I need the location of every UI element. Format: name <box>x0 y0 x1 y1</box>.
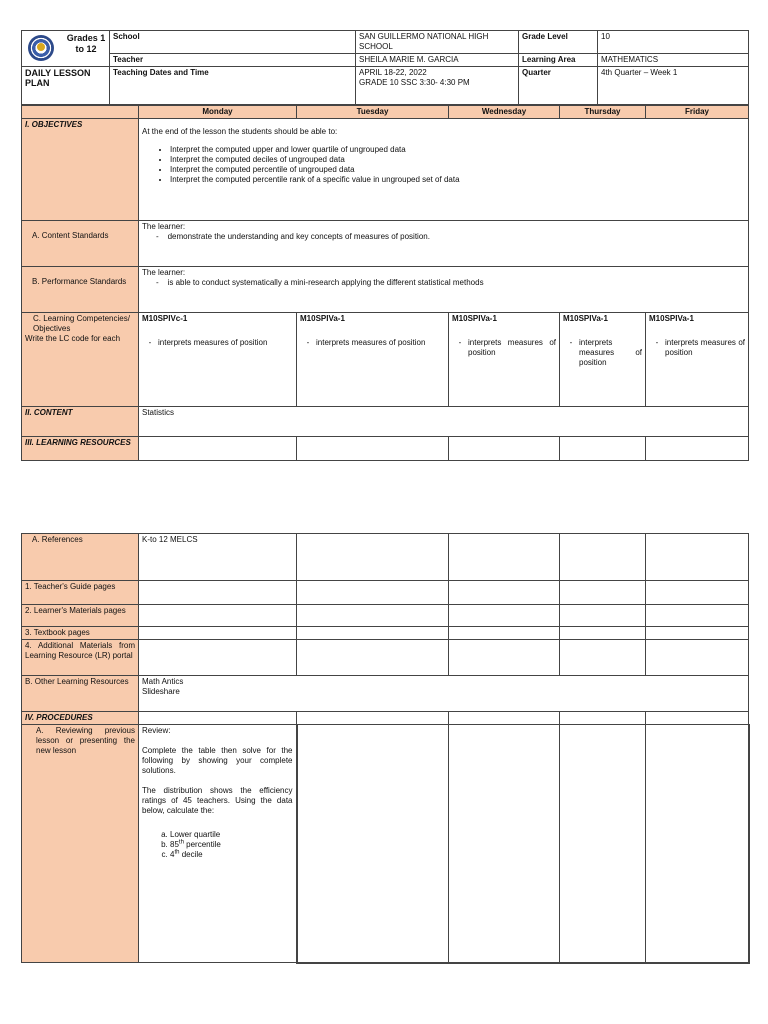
competencies-label: C. Learning Competencies/ Objectives <box>33 314 130 333</box>
main-table <box>21 105 749 461</box>
references-label: A. References <box>22 534 139 581</box>
percentile-suffix: th <box>178 839 184 846</box>
lc-code: M10SPIVa-1 <box>452 314 497 323</box>
day-friday: Friday <box>646 106 749 119</box>
day-wednesday: Wednesday <box>449 106 560 119</box>
textbook-tuesday <box>297 627 449 640</box>
review-tuesday <box>297 725 449 963</box>
review-wednesday <box>449 725 560 963</box>
review-friday <box>646 725 749 963</box>
days-corner <box>22 106 139 119</box>
content-label: II. CONTENT <box>22 407 139 437</box>
performance-standards-content <box>139 267 749 313</box>
lc-code: M10SPIVa-1 <box>563 314 608 323</box>
teachers-guide-wednesday <box>449 581 560 605</box>
performance-standards-intro: The learner: <box>142 268 186 277</box>
review-thursday <box>560 725 646 963</box>
other-resources-content <box>139 676 749 712</box>
review-item-lower-quartile: a. Lower quartile <box>170 830 293 840</box>
school-label: School <box>110 31 356 54</box>
dates-line-1: APRIL 18-22, 2022 <box>359 68 427 77</box>
references-tuesday <box>297 534 449 581</box>
procedures-monday <box>139 712 297 725</box>
learning-area-label: Learning Area <box>519 54 598 67</box>
teachers-guide-tuesday <box>297 581 449 605</box>
review-title: Review: <box>142 726 171 735</box>
procedures-label: IV. PROCEDURES <box>22 712 139 725</box>
procedures-friday <box>646 712 749 725</box>
objective-item: • Interpret the computed deciles of ungrouped data <box>170 155 745 165</box>
review-item-decile <box>170 850 293 860</box>
objectives-label: I. OBJECTIVES <box>22 119 139 221</box>
textbook-wednesday <box>449 627 560 640</box>
learners-materials-wednesday <box>449 605 560 627</box>
learning-resources-friday <box>646 437 749 461</box>
grade-level-value: 10 <box>598 31 749 54</box>
percentile-word: percentile <box>186 840 221 849</box>
textbook-friday <box>646 627 749 640</box>
procedures-thursday <box>560 712 646 725</box>
teachers-guide-thursday <box>560 581 646 605</box>
objective-item: • Interpret the computed upper and lower quartile of ungrouped data <box>170 145 745 155</box>
decile-number: 4 <box>170 850 175 859</box>
learners-materials-thursday <box>560 605 646 627</box>
references-value: K-to 12 MELCS <box>139 534 297 581</box>
learning-resources-monday <box>139 437 297 461</box>
learners-materials-friday <box>646 605 749 627</box>
lc-text-row: - interprets measures of position <box>569 338 642 367</box>
quarter-value: 4th Quarter – Week 1 <box>598 67 749 105</box>
competency-thursday <box>560 313 646 407</box>
learners-materials-monday <box>139 605 297 627</box>
lc-text-row: - interprets measures of position <box>142 338 293 348</box>
additional-materials-label: 4. Additional Materials from Learning Resource (LR) portal <box>22 640 139 676</box>
content-standards-intro: The learner: <box>142 222 186 231</box>
other-resources-label: B. Other Learning Resources <box>22 676 139 712</box>
performance-standards-text: is able to conduct systematically a mini-research applying the different statistical methods <box>167 278 484 287</box>
lc-text: interprets measures of position <box>579 338 642 367</box>
review-distribution: The distribution shows the efficiency ratings of 45 teachers. Using the data below, calculate the: <box>142 786 293 815</box>
lc-text-row: - interprets measures of position <box>458 338 556 357</box>
references-wednesday <box>449 534 560 581</box>
lc-text-row: - interprets measures of position <box>300 338 445 348</box>
day-monday: Monday <box>139 106 297 119</box>
quarter-label: Quarter <box>519 67 598 105</box>
review-content <box>139 725 297 963</box>
header-table <box>21 30 749 105</box>
competency-monday <box>139 313 297 407</box>
textbook-label: 3. Textbook pages <box>22 627 139 640</box>
dates-line-2: GRADE 10 SSC 3:30- 4:30 PM <box>359 78 470 87</box>
grades-cell <box>22 31 110 67</box>
school-value: SAN GUILLERMO NATIONAL HIGH SCHOOL <box>356 31 519 54</box>
competency-tuesday <box>297 313 449 407</box>
objective-item: • Interpret the computed percentile of ungrouped data <box>170 165 745 175</box>
dates-label: Teaching Dates and Time <box>110 67 356 105</box>
additional-thursday <box>560 640 646 676</box>
lc-code: M10SPIVa-1 <box>649 314 694 323</box>
textbook-monday <box>139 627 297 640</box>
lesson-plan-page-1 <box>21 30 748 461</box>
plan-title: DAILY LESSON PLAN <box>22 67 110 105</box>
grade-level-label: Grade Level <box>519 31 598 54</box>
other-resource-item: Math Antics <box>142 677 184 686</box>
learning-resources-thursday <box>560 437 646 461</box>
additional-tuesday <box>297 640 449 676</box>
decile-word: decile <box>181 850 203 859</box>
lc-text-row: - interprets measures of position <box>655 338 745 357</box>
competency-wednesday <box>449 313 560 407</box>
content-standards-item: - demonstrate the understanding and key concepts of measures of position. <box>156 232 430 241</box>
performance-standards-label: B. Performance Standards <box>22 267 139 313</box>
competencies-sublabel: Write the LC code for each <box>25 334 121 343</box>
teacher-value: SHEILA MARIE M. GARCIA <box>356 54 519 67</box>
lc-text: interprets measures of position <box>468 338 556 357</box>
objective-item: • Interpret the computed percentile rank of a specific value in ungrouped set of data <box>170 175 745 185</box>
lc-code: M10SPIVc-1 <box>142 314 188 323</box>
deped-seal-icon <box>28 35 54 61</box>
content-standards-content <box>139 221 749 267</box>
textbook-thursday <box>560 627 646 640</box>
learning-resources-label: III. LEARNING RESOURCES <box>22 437 139 461</box>
objectives-intro: At the end of the lesson the students should be able to: <box>142 127 338 136</box>
lc-text: interprets measures of position <box>665 338 745 357</box>
other-resource-item: Slideshare <box>142 687 180 696</box>
objectives-list <box>142 145 745 185</box>
procedures-wednesday <box>449 712 560 725</box>
teacher-label: Teacher <box>110 54 356 67</box>
learners-materials-tuesday <box>297 605 449 627</box>
lesson-plan-page-2 <box>21 533 748 964</box>
percentile-number: 85 <box>170 840 179 849</box>
review-label-text: A. Reviewing previous lesson or presenting the new lesson <box>36 726 135 755</box>
teachers-guide-label: 1. Teacher's Guide pages <box>22 581 139 605</box>
additional-friday <box>646 640 749 676</box>
teachers-guide-friday <box>646 581 749 605</box>
resources-table <box>21 533 750 964</box>
teachers-guide-monday <box>139 581 297 605</box>
content-standards-label: A. Content Standards <box>22 221 139 267</box>
performance-standards-item: - is able to conduct systematically a mini-research applying the different statistical methods <box>156 278 484 287</box>
objectives-content <box>139 119 749 221</box>
competency-friday <box>646 313 749 407</box>
lc-text: interprets measures of position <box>316 338 426 347</box>
review-instruction: Complete the table then solve for the following by showing your complete solutions. <box>142 746 293 775</box>
decile-suffix: th <box>174 849 180 856</box>
learning-resources-wednesday <box>449 437 560 461</box>
additional-wednesday <box>449 640 560 676</box>
content-value: Statistics <box>139 407 749 437</box>
day-thursday: Thursday <box>560 106 646 119</box>
additional-monday <box>139 640 297 676</box>
review-label <box>22 725 139 963</box>
dates-value <box>356 67 519 105</box>
review-items <box>142 830 293 860</box>
references-friday <box>646 534 749 581</box>
review-item-percentile <box>170 840 293 850</box>
competencies-label-cell <box>22 313 139 407</box>
procedures-tuesday <box>297 712 449 725</box>
learning-resources-tuesday <box>297 437 449 461</box>
learners-materials-label: 2. Learner's Materials pages <box>22 605 139 627</box>
content-standards-text: demonstrate the understanding and key concepts of measures of position. <box>167 232 430 241</box>
references-thursday <box>560 534 646 581</box>
grades-title: Grades 1 to 12 <box>66 33 106 54</box>
day-tuesday: Tuesday <box>297 106 449 119</box>
lc-text: interprets measures of position <box>158 338 268 347</box>
lc-code: M10SPIVa-1 <box>300 314 345 323</box>
learning-area-value: MATHEMATICS <box>598 54 749 67</box>
